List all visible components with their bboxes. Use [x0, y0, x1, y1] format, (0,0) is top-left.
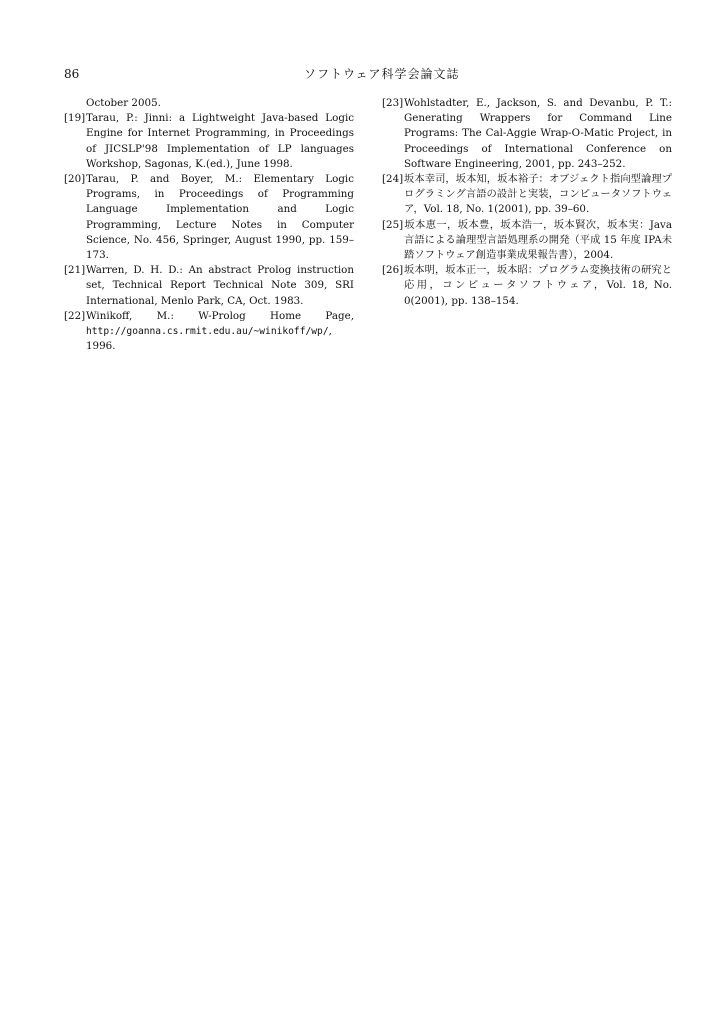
reference-text: 坂本幸司，坂本知，坂本裕子：オブジェクト指向型論理プログラミング言語の設計と実装，コンピュータソフトウェア，Vol. 18, No. 1(2001), pp. 39–60. [404, 173, 672, 216]
reference-number: [19] [64, 112, 86, 125]
reference-number: [22] [64, 309, 86, 322]
reference-number: [23] [382, 97, 404, 109]
reference-continuation: October 2005. [86, 97, 161, 109]
reference-text: Wohlstadter, E., Jackson, S. and Devanbu, P. T.: Generating Wrappers for Command Line Programs: The Cal-Aggie Wrap-O-Matic Project, in Proceedings of International Conference on Software Engineering, 2001, pp. 243–252. [404, 97, 672, 170]
reference-text-end: , 1996. [86, 325, 332, 353]
reference-text: Winikoff, M.: W-Prolog Home Page, [86, 309, 354, 322]
reference-text: Warren, D. H. D.: An abstract Prolog instruction set, Technical Report Technical Note 309, SRI International, Menlo Park, CA, Oct. 1983. [86, 264, 354, 307]
reference-number: [25] [382, 218, 404, 231]
reference-column-left [64, 96, 354, 354]
reference-text: Tarau, P. and Boyer, M.: Elementary Logic Programs, in Proceedings of Programming Language Implementation and Logic Programming, Lecture Notes in Computer Science, No. 456, Springer, August 1990, pp. 159–173. [86, 173, 354, 262]
reference-26 [382, 263, 672, 309]
reference-url-link[interactable]: http://goanna.cs.rmit.edu.au/~winikoff/wp/ [86, 326, 329, 338]
reference-24 [382, 172, 672, 218]
reference-number: [20] [64, 173, 86, 186]
reference-21 [64, 263, 354, 309]
running-head: ソフトウェア科学会論文誌 [304, 67, 460, 81]
reference-19 [64, 111, 354, 172]
reference-text: Tarau, P.: Jinni: a Lightweight Java-based Logic Engine for Internet Programming, in Proceedings of JICSLP'98 Implementation of LP languages Workshop, Sagonas, K.(ed.), June 1998. [86, 112, 354, 170]
reference-25 [382, 218, 672, 264]
reference-column-right [382, 96, 672, 309]
reference-number: [21] [64, 264, 86, 277]
reference-22 [64, 309, 354, 355]
reference-text: 坂本恵一，坂本豊，坂本浩一，坂本賢次，坂本実：Java言語による論理型言語処理系の開発（平成 15 年度 IPA未踏ソフトウェア創造事業成果報告書），2004. [404, 218, 672, 262]
reference-number: [26] [382, 264, 404, 277]
reference-number: [24] [382, 173, 404, 186]
page-number: 86 [64, 67, 80, 81]
reference-23 [382, 96, 672, 172]
reference-text: 坂本明，坂本正一，坂本昭：プログラム変換技術の研究と応用，コンピュータソフトウェア，Vol. 18, No. 0(2001), pp. 138–154. [404, 264, 672, 307]
reference-20 [64, 172, 354, 263]
page-header [64, 66, 664, 82]
